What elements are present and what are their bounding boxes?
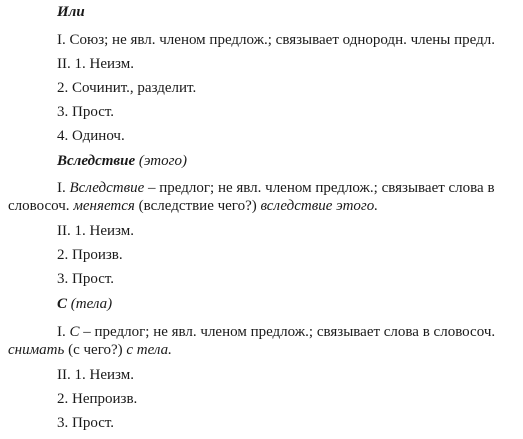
analysis-line: 2. Сочинит., разделит. [57, 80, 197, 96]
heading-text: Вследствие [57, 153, 136, 169]
line-text: – предлог; не явл. членом предлож.; связывает слова в словосоч. [83, 324, 496, 340]
heading-s [57, 295, 112, 313]
heading-text: Или [57, 4, 85, 20]
analysis-line: II. 1. Неизм. [57, 223, 134, 239]
heading-example: (тела) [70, 296, 113, 312]
analysis-line: II. 1. Неизм. [57, 56, 134, 72]
analysis-line [57, 323, 495, 341]
analysis-line [8, 341, 172, 359]
analysis-line: 2. Произв. [57, 247, 123, 263]
example-phrase: с тела. [126, 342, 172, 358]
example-question: (вследствие чего?) [138, 198, 257, 214]
heading-text: С [57, 296, 68, 312]
heading-example: (этого) [138, 153, 187, 169]
analysis-line: 4. Одиноч. [57, 128, 125, 144]
analysed-word: Вследствие [69, 180, 145, 196]
analysis-line: 2. Непроизв. [57, 391, 138, 407]
example-phrase: вследствие этого. [260, 198, 379, 214]
analysis-line [8, 197, 378, 215]
line-text: – предлог; не явл. членом предлож.; связывает слова в [148, 180, 495, 196]
analysis-line: 3. Прост. [57, 271, 115, 287]
line-prefix: I. [57, 180, 66, 196]
analysed-word: С [69, 324, 80, 340]
heading-ili [57, 3, 85, 21]
analysis-line [57, 179, 495, 197]
line-prefix: I. [57, 324, 66, 340]
example-verb: меняется [73, 198, 135, 214]
example-question: (с чего?) [68, 342, 123, 358]
line-prefix: словосоч. [8, 198, 70, 214]
analysis-line: 3. Прост. [57, 415, 115, 431]
heading-vsledstvie [57, 152, 187, 170]
analysis-line: I. Союз; не явл. членом предлож.; связывает однородн. члены предл. [57, 32, 495, 48]
analysis-line: 3. Прост. [57, 104, 115, 120]
example-verb: снимать [8, 342, 65, 358]
analysis-line: II. 1. Неизм. [57, 367, 134, 383]
